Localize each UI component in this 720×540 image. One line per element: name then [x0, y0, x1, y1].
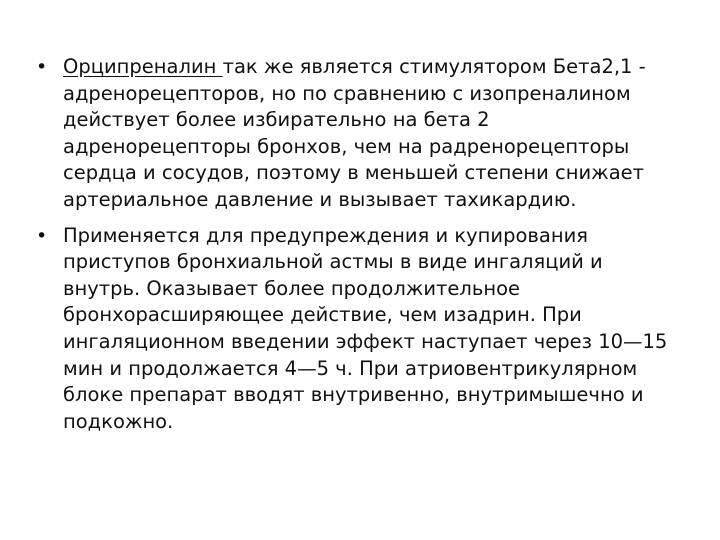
- bullet-item-usage: [36, 223, 676, 436]
- drug-name-term: Орципреналин: [63, 55, 223, 78]
- bullet-text: так же является стимулятором Бета2,1 - адренорецепторов, но по сравнению с изопреналином действует более избирательно на бета 2 адренорецепторы бронхов, чем на радренорецепторы сердца и сосудов, поэтому в меньшей степени снижает артериальное давление и вызывает тахикардию.: [63, 55, 646, 211]
- bullet-text: Применяется для предупреждения и купирования приступов бронхиальной астмы в виде ингаляций и внутрь. Оказывает более продолжительное бронхорасширяющее действие, чем изадрин. При ингаляционном введении эффект наступает через 10—15 мин и продолжается 4—5 ч. При атриовентрикулярном блоке препарат вводят внутривенно, внутримышечно и подкожно.: [63, 223, 668, 433]
- bullet-marker: •: [36, 224, 48, 247]
- bullet-item-orciprenaline: [36, 54, 676, 214]
- bullet-marker: •: [36, 56, 48, 78]
- bullet-list: [36, 54, 676, 444]
